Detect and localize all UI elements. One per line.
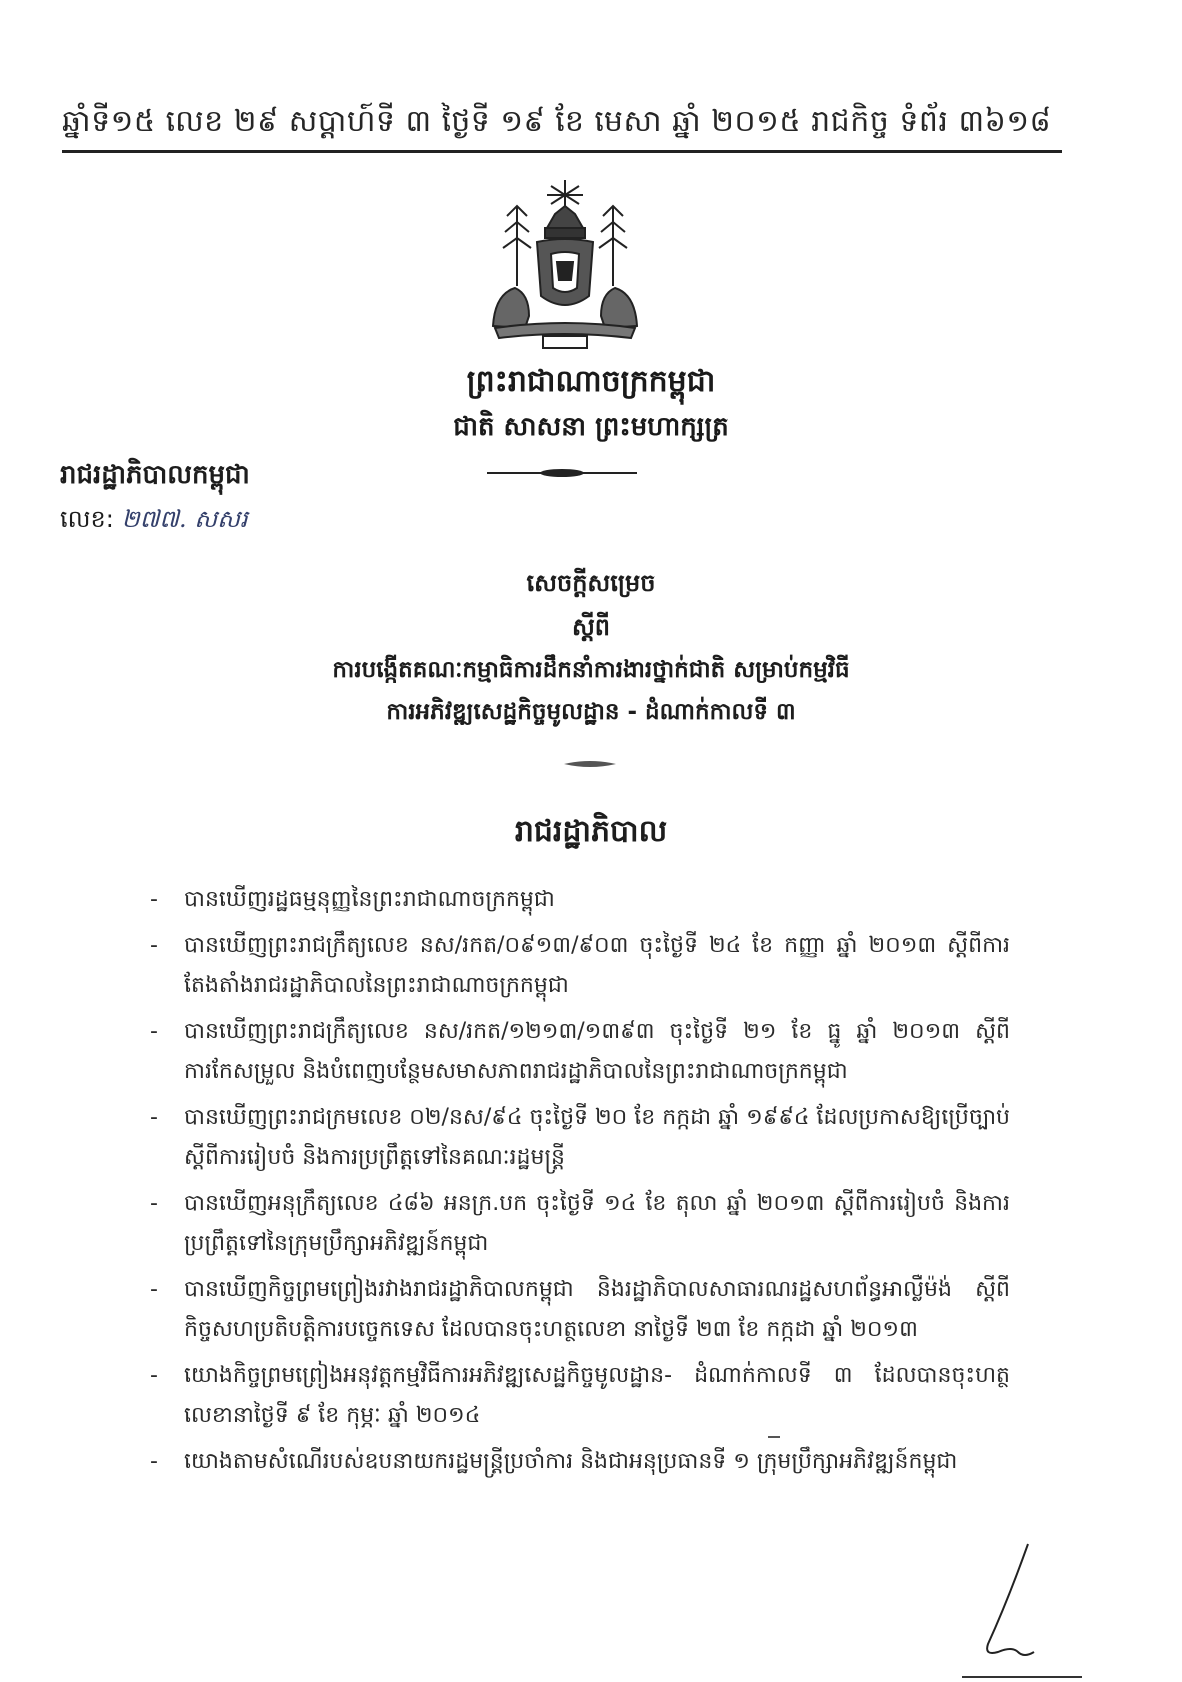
list-item bbox=[150, 1184, 1010, 1264]
list-dash: - bbox=[150, 887, 158, 912]
subject-line-1: ការបង្កើតគណៈកម្មាធិការដឹកនាំការងារថ្នាក់ជាតិ សម្រាប់កម្មវិធី bbox=[332, 657, 850, 683]
list-item bbox=[150, 1442, 1010, 1482]
list-item bbox=[150, 1012, 1010, 1092]
list-dash: - bbox=[150, 1019, 158, 1044]
reference-number bbox=[60, 504, 248, 539]
issuer-name: រាជរដ្ឋាភិបាលកម្ពុជា bbox=[60, 460, 250, 490]
clause-text: បានឃើញព្រះរាជក្រឹត្យលេខ នស/រកត/១២១៣/១៣៩៣ ចុះថ្ងៃទី ២១ ខែ ធ្នូ ឆ្នាំ ២០១៣ ស្តីពីការកែសម្រួល និងបំពេញបន្ថែមសមាសភាពរាជរដ្ឋាភិបាលនៃព្រះរាជាណាចក្រកម្ពុជា bbox=[184, 1019, 1010, 1084]
list-item bbox=[150, 1356, 1010, 1436]
gazette-header: ឆ្នាំទី១៥ លេខ ២៩ សប្តាហ៍ទី ៣ ថ្ងៃទី ១៩ ខែ មេសា ឆ្នាំ ២០១៥ រាជកិច្ច ទំព័រ ៣៦១៨ bbox=[62, 104, 1052, 139]
preamble-clauses bbox=[150, 880, 1010, 1488]
margin-mark bbox=[768, 1436, 780, 1438]
clause-text: បានឃើញព្រះរាជក្រឹត្យលេខ នស/រកត/០៩១៣/៩០៣ ចុះថ្ងៃទី ២៤ ខែ កញ្ញា ឆ្នាំ ២០១៣ ស្តីពីការតែងតាំងរាជរដ្ឋាភិបាលនៃព្រះរាជាណាចក្រកម្ពុជា bbox=[184, 933, 1010, 998]
small-ornament bbox=[560, 760, 620, 768]
header-rule bbox=[62, 150, 1062, 153]
clause-text: បានឃើញអនុក្រឹត្យលេខ ៤៨៦ អនក្រ.បក ចុះថ្ងៃទី ១៤ ខែ តុលា ឆ្នាំ ២០១៣ ស្តីពីការរៀបចំ និងការប្រព្រឹត្តទៅនៃក្រុមប្រឹក្សាអភិវឌ្ឍន៍កម្ពុជា bbox=[184, 1191, 1010, 1256]
royal-emblem-icon bbox=[485, 176, 645, 351]
clause-text: បានឃើញរដ្ឋធម្មនុញ្ញនៃព្រះរាជាណាចក្រកម្ពុជា bbox=[184, 887, 555, 912]
ornament-divider bbox=[487, 468, 637, 478]
list-dash: - bbox=[150, 1191, 158, 1216]
clause-text: យោងកិច្ចព្រមព្រៀងអនុវត្តកម្មវិធីការអភិវឌ្ឍសេដ្ឋកិច្ចមូលដ្ឋាន- ដំណាក់កាលទី ៣ ដែលបានចុះហត្ថលេខានាថ្ងៃទី ៩ ខែ កុម្ភៈ ឆ្នាំ ២០១៤ bbox=[184, 1363, 1010, 1428]
reference-value: ២៧៧. សសរ bbox=[121, 505, 248, 533]
list-item bbox=[150, 926, 1010, 1006]
list-dash: - bbox=[150, 1449, 158, 1474]
kingdom-title: ព្រះរាជាណាចក្រកម្ពុជា bbox=[466, 364, 716, 399]
list-item bbox=[150, 880, 1010, 920]
document-type: សេចក្តីសម្រេច bbox=[526, 569, 656, 597]
list-dash: - bbox=[150, 933, 158, 958]
signature-rule bbox=[962, 1676, 1082, 1678]
document-about: ស្តីពី bbox=[571, 613, 611, 641]
government-heading: រាជរដ្ឋាភិបាល bbox=[514, 814, 668, 849]
list-dash: - bbox=[150, 1277, 158, 1302]
list-item bbox=[150, 1270, 1010, 1350]
reference-label: លេខ: bbox=[60, 505, 114, 533]
signature-initial bbox=[968, 1540, 1058, 1660]
list-dash: - bbox=[150, 1363, 158, 1388]
clause-text: បានឃើញព្រះរាជក្រមលេខ ០២/នស/៩៤ ចុះថ្ងៃទី ២០ ខែ កក្កដា ឆ្នាំ ១៩៩៤ ដែលប្រកាសឱ្យប្រើច្បាប់ស្តីពីការរៀបចំ និងការប្រព្រឹត្តទៅនៃគណៈរដ្ឋមន្ត្រី bbox=[184, 1105, 1010, 1170]
subject-line-2: ការអភិវឌ្ឍសេដ្ឋកិច្ចមូលដ្ឋាន - ដំណាក់កាលទី ៣ bbox=[386, 699, 796, 725]
kingdom-motto: ជាតិ សាសនា ព្រះមហាក្សត្រ bbox=[453, 412, 729, 442]
list-item bbox=[150, 1098, 1010, 1178]
clause-text: យោងតាមសំណើរបស់ឧបនាយករដ្ឋមន្ត្រីប្រចាំការ និងជាអនុប្រធានទី ១ ក្រុមប្រឹក្សាអភិវឌ្ឍន៍កម្ពុជា bbox=[184, 1449, 958, 1474]
list-dash: - bbox=[150, 1105, 158, 1130]
clause-text: បានឃើញកិច្ចព្រមព្រៀងរវាងរាជរដ្ឋាភិបាលកម្ពុជា និងរដ្ឋាភិបាលសាធារណរដ្ឋសហព័ន្ធអាល្លឺម៉ង់ ស្តីពីកិច្ចសហប្រតិបត្តិការបច្ចេកទេស ដែលបានចុះហត្ថលេខា នាថ្ងៃទី ២៣ ខែ កក្កដា ឆ្នាំ ២០១៣ bbox=[184, 1277, 1010, 1342]
